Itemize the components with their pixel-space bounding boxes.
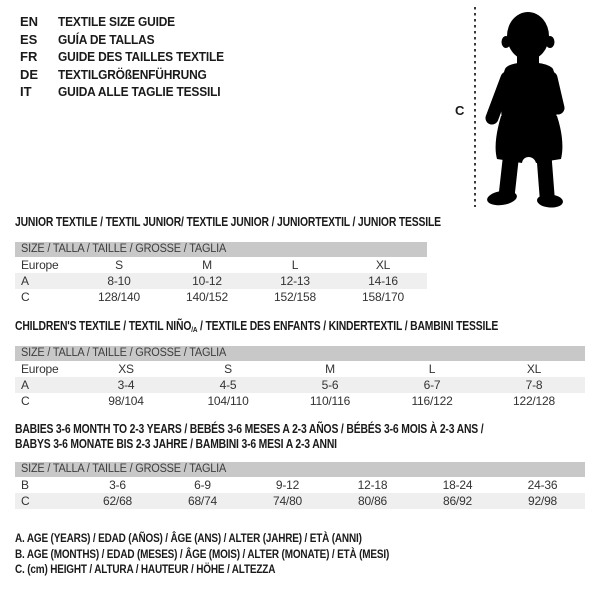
age-cell: 18-24 [442, 478, 473, 492]
height-cell: 92/98 [527, 494, 558, 508]
size-cell: M [202, 258, 212, 272]
junior-section-title: JUNIOR TEXTILE / TEXTIL JUNIOR/ TEXTILE JUNIOR / JUNIORTEXTIL / JUNIOR TESSILE [15, 215, 441, 229]
age-cell: 4-5 [219, 378, 237, 392]
height-cell: 152/158 [274, 290, 316, 304]
table-row-age-months [15, 477, 585, 493]
table-row-height [15, 493, 585, 509]
age-cell: 7-8 [525, 378, 543, 392]
row-label: C [21, 290, 30, 304]
height-cell: 68/74 [187, 494, 218, 508]
height-cell: 62/68 [102, 494, 133, 508]
size-cell: XL [526, 362, 542, 376]
language-code: ES [20, 31, 38, 47]
height-cell: 110/116 [309, 394, 351, 408]
language-label: TEXTILGRÖßENFÜHRUNG [58, 66, 207, 82]
table-row-age [15, 377, 585, 393]
height-cell: 80/86 [357, 494, 388, 508]
language-row-de [20, 66, 238, 84]
size-header-bar: SIZE / TALLA / TAILLE / GRÖSSE / TAGLIA [15, 242, 427, 257]
height-cell: 140/152 [186, 290, 228, 304]
legend [15, 531, 466, 578]
age-cell: 14-16 [368, 274, 398, 288]
legend-line-b: B. AGE (MONTHS) / EDAD (MESES) / ÂGE (MOIS) / ALTER (MONATE) / ETÀ (MESI) [15, 546, 390, 561]
gender-subscript: /A [191, 325, 198, 335]
size-cell: XL [375, 258, 391, 272]
age-cell: 10-12 [192, 274, 222, 288]
height-cell: 116/122 [411, 394, 453, 408]
age-cell: 3-6 [109, 478, 126, 492]
height-figure [450, 3, 600, 213]
language-label: GUÍA DE TALLAS [58, 31, 155, 47]
size-cell: L [291, 258, 299, 272]
size-header-bar: SIZE / TALLA / TAILLE / GRÖSSE / TAGLIA [15, 346, 585, 361]
height-cell: 104/110 [207, 394, 249, 408]
size-cell: L [428, 362, 436, 376]
table-row-europe [15, 257, 427, 273]
baby-silhouette-icon [481, 5, 599, 210]
table-row-europe [15, 361, 585, 377]
age-cell: 8-10 [107, 274, 131, 288]
row-label: A [21, 378, 29, 392]
height-cell: 122/128 [513, 394, 555, 408]
language-code: EN [20, 14, 39, 30]
height-cell: 158/170 [362, 290, 404, 304]
height-cell: 98/104 [108, 394, 144, 408]
language-code: DE [20, 66, 39, 82]
row-label: C [21, 394, 30, 408]
children-size-table [15, 346, 585, 409]
age-cell: 9-12 [275, 478, 300, 492]
language-label: GUIDA ALLE TAGLIE TESSILI [58, 84, 221, 100]
language-list [20, 13, 238, 101]
children-section-title: CHILDREN'S TEXTILE / TEXTIL $NIÑO_{/A}$ / TEXTILE DES ENFANTS / KINDERTEXTIL / BAMBINI TESSILE [15, 319, 499, 335]
size-cell: XS [118, 362, 134, 376]
height-measure-label: C [455, 103, 465, 118]
age-cell: 12-18 [357, 478, 388, 492]
size-cell: M [325, 362, 335, 376]
language-row-es [20, 31, 238, 49]
legend-line-c: C. (cm) HEIGHT / ALTURA / HAUTEUR / HÖHE / ALTEZZA [15, 562, 276, 576]
table-row-height [15, 289, 427, 305]
table-row-height [15, 393, 585, 409]
height-cell: 86/92 [442, 494, 473, 508]
language-row-it [20, 83, 238, 101]
age-cell: 6-9 [194, 478, 211, 492]
language-code: FR [20, 49, 38, 65]
language-row-fr [20, 48, 238, 66]
table-row-age [15, 273, 427, 289]
row-label: Europe [21, 362, 59, 376]
language-label: TEXTILE SIZE GUIDE [58, 14, 175, 30]
age-cell: 12-13 [280, 274, 310, 288]
language-code: IT [20, 84, 32, 100]
row-label: A [21, 274, 29, 288]
size-header-bar: SIZE / TALLA / TAILLE / GRÖSSE / TAGLIA [15, 462, 585, 477]
height-cell: 74/80 [272, 494, 303, 508]
babies-size-table [15, 462, 585, 509]
legend-line-a: A. AGE (YEARS) / EDAD (AÑOS) / ÂGE (ANS) / ALTER (JAHRE) / ETÀ (ANNI) [15, 531, 362, 545]
height-dotted-line [474, 7, 476, 207]
height-cell: 128/140 [98, 290, 140, 304]
language-row-en [20, 13, 238, 31]
age-cell: 6-7 [423, 378, 441, 392]
babies-section-title: BABIES 3-6 MONTH TO 2-3 YEARS / BEBÉS 3-6 MESES A 2-3 AÑOS / BÉBÉS 3-6 MOIS À 2-3 ANS / BABYS 3-6 MONATE BIS 2-3 JAHRE / BAMBINI 3-6 MESI A 2-3 ANNI [15, 422, 484, 451]
age-cell: 5-6 [321, 378, 339, 392]
size-cell: S [224, 362, 232, 376]
row-label: B [21, 478, 29, 492]
size-cell: S [115, 258, 123, 272]
language-label: GUIDE DES TAILLES TEXTILE [58, 49, 224, 65]
age-cell: 3-4 [117, 378, 135, 392]
row-label: C [21, 494, 30, 508]
row-label: Europe [21, 258, 59, 272]
junior-size-table [15, 242, 427, 305]
age-cell: 24-36 [527, 478, 558, 492]
